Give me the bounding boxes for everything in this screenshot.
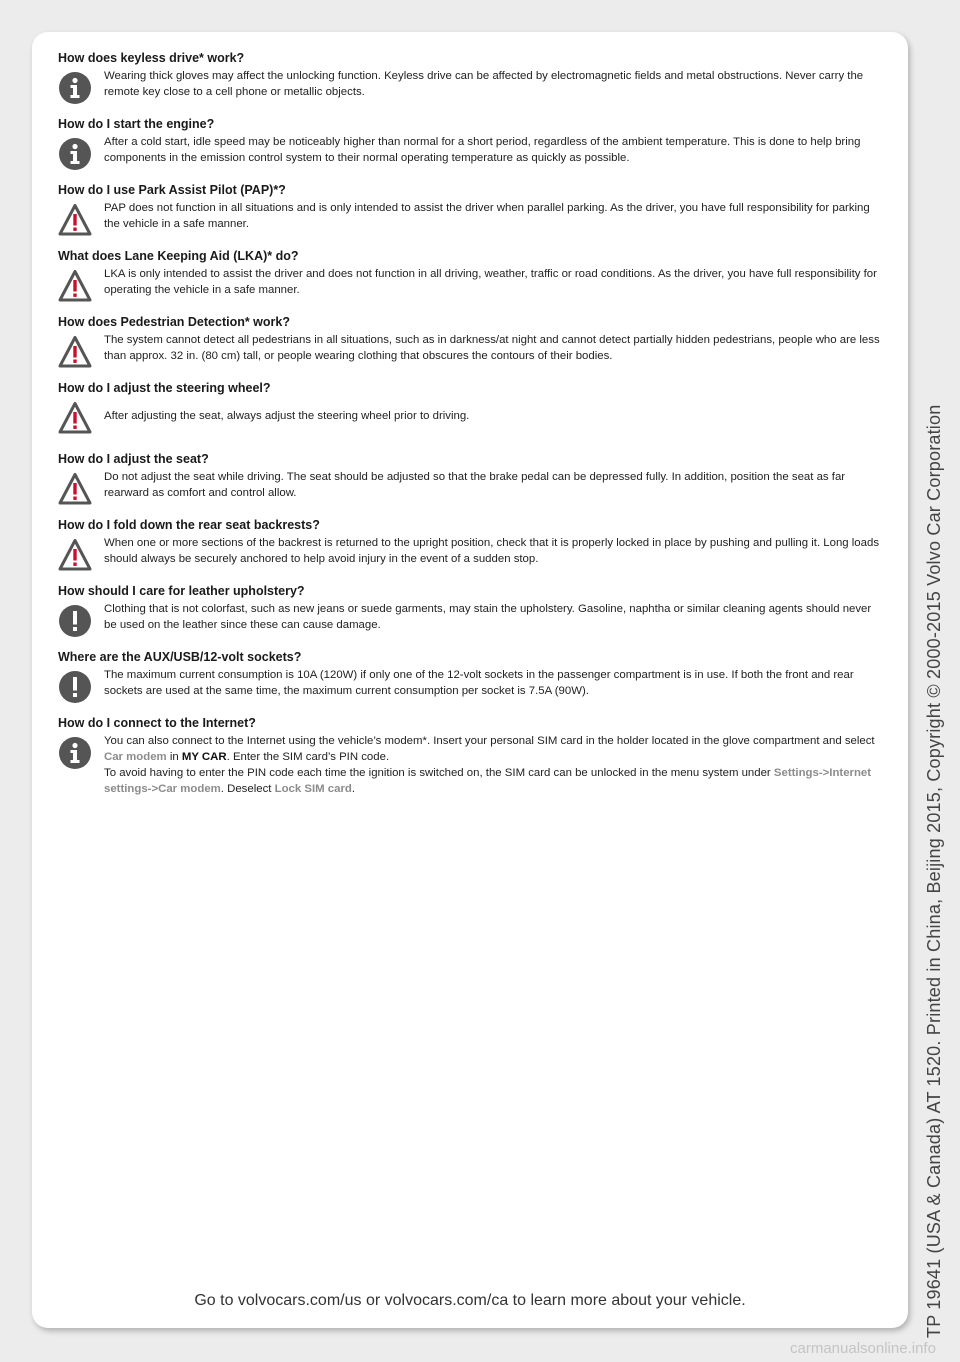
- faq-park-assist: [58, 182, 884, 237]
- copyright-side-text: TP 19641 (USA & Canada) AT 1520. Printed in China, Beijing 2015, Copyright © 2000-2015 Volvo Car Corporation: [924, 404, 944, 1338]
- faq-pedestrian-detection: [58, 314, 884, 369]
- answer-paragraph: [104, 733, 884, 765]
- info-icon: [58, 71, 92, 105]
- faq-answer: PAP does not function in all situations and is only intended to assist the driver when parallel parking. As the driver, you have full responsibility for parking the vehicle in a safe manner.: [104, 202, 870, 230]
- warning-icon: [58, 472, 92, 506]
- faq-answer: Do not adjust the seat while driving. The seat should be adjusted so that the brake pedal can be depressed fully. In addition, position the seat as far rearward as comfort and control allow.: [104, 471, 846, 499]
- faq-question: How does keyless drive* work?: [58, 51, 245, 65]
- menu-item-car-modem: Car modem: [104, 751, 167, 763]
- info-icon: [58, 137, 92, 171]
- menu-path-settings: Settings->Internet settings->Car modem: [104, 767, 872, 795]
- warning-icon: [58, 538, 92, 572]
- faq-answer: After a cold start, idle speed may be noticeably higher than normal for a short period, regardless of the ambient temperature. This is done to help bring components in the emission control system to their normal operating temperature as quickly as possible.: [104, 136, 861, 164]
- faq-question: How do I connect to the Internet?: [58, 716, 256, 730]
- text-segment: . Deselect: [220, 783, 275, 795]
- faq-question: How do I fold down the rear seat backrests?: [58, 518, 320, 532]
- faq-answer: Wearing thick gloves may affect the unlocking function. Keyless drive can be affected by electromagnetic fields and metal obstructions. Never carry the remote key close to a cell phone or metallic objects.: [104, 70, 864, 98]
- faq-answer: [104, 733, 884, 797]
- faq-internet: [58, 715, 884, 797]
- faq-answer: The system cannot detect all pedestrians in all situations, such as in darkness/at night and cannot detect partially hidden pedestrians, people who are less than approx. 32 in. (80 cm) tall, or people wearing clothing that obscures the contours of their bodies.: [104, 334, 880, 362]
- faq-question: How do I adjust the steering wheel?: [58, 381, 271, 395]
- caution-icon: [58, 604, 92, 638]
- faq-question: How do I start the engine?: [58, 117, 215, 131]
- menu-item-lock-sim-card: Lock SIM card: [274, 783, 352, 795]
- caution-icon: [58, 670, 92, 704]
- faq-answer: The maximum current consumption is 10A (120W) if only one of the 12-volt sockets in the passenger compartment is in use. If both the front and rear sockets are used at the same time, the maximum current consumption per socket is 7.5A (90W).: [104, 669, 854, 697]
- faq-answer: When one or more sections of the backrest is returned to the upright position, check that it is properly locked in place by pushing and pulling it. Long loads should always be securely anchored to help avoid injury in the event of a sudden stop.: [104, 537, 880, 565]
- faq-rear-seat-backrests: [58, 517, 884, 572]
- faq-start-engine: [58, 116, 884, 171]
- button-my-car: MY CAR: [181, 751, 227, 763]
- faq-question: How does Pedestrian Detection* work?: [58, 315, 290, 329]
- info-icon: [58, 736, 92, 770]
- watermark: carmanualsonline.info: [790, 1340, 936, 1357]
- page-card: [32, 32, 908, 1328]
- answer-paragraph: [104, 765, 884, 797]
- faq-answer: Clothing that is not colorfast, such as new jeans or suede garments, may stain the upholstery. Gasoline, naphtha or similar cleaning agents should never be used on the leather since these can cause damage.: [104, 603, 872, 631]
- faq-keyless-drive: [58, 50, 884, 105]
- text-segment: . Enter the SIM card’s PIN code.: [226, 751, 390, 763]
- warning-icon: [58, 335, 92, 369]
- faq-leather-upholstery: [58, 583, 884, 638]
- text-segment: To avoid having to enter the PIN code each time the ignition is switched on, the SIM card can be unlocked in the menu system under: [104, 767, 774, 779]
- faq-list: [58, 50, 884, 808]
- faq-answer: LKA is only intended to assist the driver and does not function in all driving, weather, traffic or road conditions. As the driver, you have full responsibility for operating the vehicle in a safe manner.: [104, 268, 877, 296]
- faq-answer: After adjusting the seat, always adjust the steering wheel prior to driving.: [104, 410, 470, 422]
- text-segment: You can also connect to the Internet using the vehicle’s modem*. Insert your personal SIM card in the holder located in the glove compartment and select: [104, 735, 875, 747]
- faq-sockets: [58, 649, 884, 704]
- warning-icon: [58, 203, 92, 237]
- text-segment: .: [351, 783, 356, 795]
- faq-question: How should I care for leather upholstery?: [58, 584, 305, 598]
- warning-icon: [58, 269, 92, 303]
- faq-question: What does Lane Keeping Aid (LKA)* do?: [58, 249, 299, 263]
- footer-link-text: Go to volvocars.com/us or volvocars.com/ca to learn more about your vehicle.: [194, 1292, 746, 1309]
- faq-steering-wheel: [58, 380, 884, 440]
- faq-adjust-seat: [58, 451, 884, 506]
- faq-question: How do I use Park Assist Pilot (PAP)*?: [58, 183, 286, 197]
- faq-lane-keeping: [58, 248, 884, 303]
- warning-icon: [58, 401, 92, 435]
- faq-question: How do I adjust the seat?: [58, 452, 209, 466]
- text-segment: in: [166, 751, 182, 763]
- faq-question: Where are the AUX/USB/12-volt sockets?: [58, 650, 302, 664]
